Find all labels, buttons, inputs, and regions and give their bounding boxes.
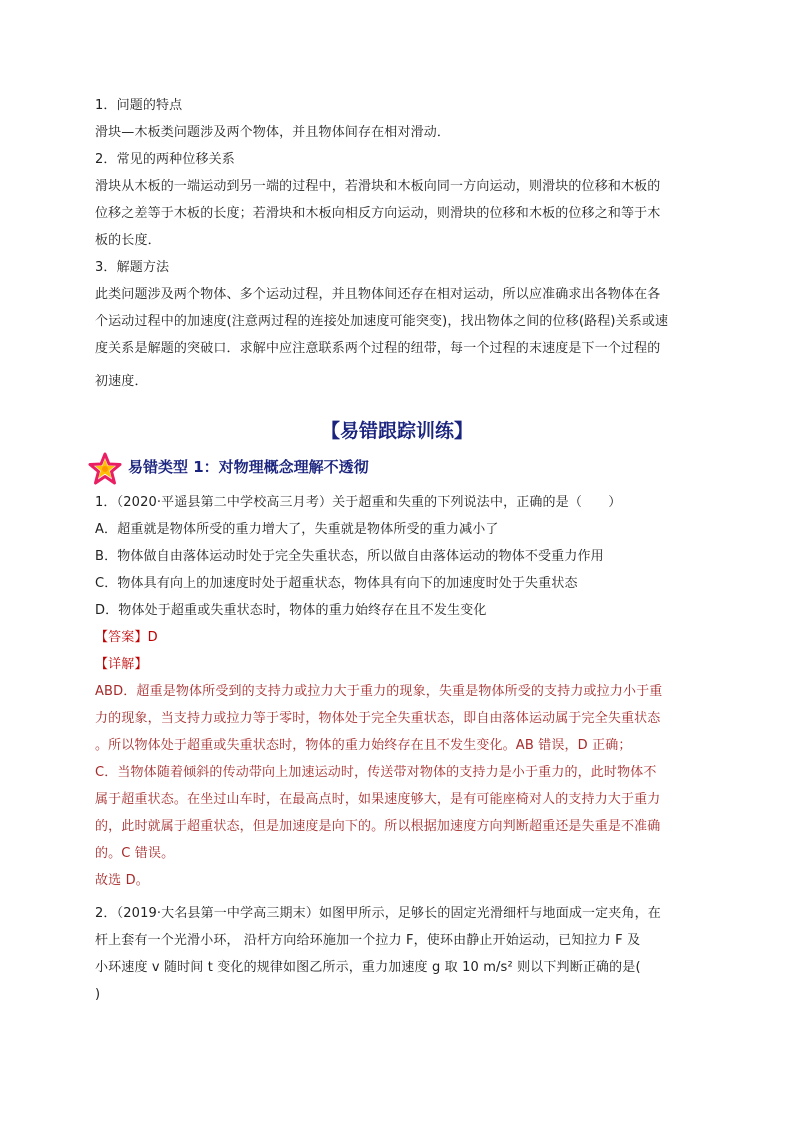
explanation-line: C．当物体随着倾斜的传动带向上加速运动时，传送带对物体的支持力是小于重力的，此时物体不 [95,765,657,780]
explanation-line: 。所以物体处于超重或失重状态时，物体的重力始终存在且不发生变化。AB 错误，D 正确； [95,738,632,753]
section-title: 【易错跟踪训练】 [320,420,473,442]
intro-section [95,92,705,395]
intro-line: 滑块—木板类问题涉及两个物体，并且物体间存在相对滑动． [95,125,451,140]
question-stem: 1．（2020·平遥县第二中学校高三月考）关于超重和失重的下列说法中，正确的是（ ） [95,495,622,510]
explanation-line: 的。C 错误。 [95,846,175,861]
explanation-line: ABD．超重是物体所受到的支持力或拉力大于重力的现象，失重是物体所受的支持力或拉力小于重 [95,684,663,699]
explanation-line: 的，此时就属于超重状态，但是加速度是向下的。所以根据加速度方向判断超重还是失重是不准确 [95,819,661,834]
intro-line: 3．解题方法 [95,260,170,275]
detail-label: 【详解】 [95,657,148,672]
intro-line: 板的长度． [95,233,161,248]
explanation-line: 属于超重状态。在坐过山车时，在最高点时，如果速度够大，是有可能座椅对人的支持力大于重力 [95,792,661,807]
intro-line: 初速度． [95,374,148,389]
question-line: ) [95,987,101,1002]
question-1 [95,489,705,894]
error-type-heading: 易错类型 1：对物理概念理解不透彻 [128,458,369,476]
intro-line: 此类问题涉及两个物体、多个运动过程，并且物体间还存在相对运动，所以应准确求出各物体在各 [95,287,661,302]
star-icon [88,452,122,486]
intro-line: 2．常见的两种位移关系 [95,152,235,167]
intro-line: 滑块从木板的一端运动到另一端的过程中，若滑块和木板向同一方向运动，则滑块的位移和木板的 [95,179,661,194]
question-2 [95,900,705,1008]
option-a: A．超重就是物体所受的重力增大了，失重就是物体所受的重力减小了 [95,522,499,537]
intro-line: 1．问题的特点 [95,98,183,113]
answer-label: 【答案】D [95,630,158,645]
intro-line: 度关系是解题的突破口．求解中应注意联系两个过程的纽带，每一个过程的末速度是下一个过程的 [95,341,661,356]
question-line: 2．（2019·大名县第一中学高三期末）如图甲所示，足够长的固定光滑细杆与地面成一定夹角，在 [95,906,661,921]
option-b: B．物体做自由落体运动时处于完全失重状态，所以做自由落体运动的物体不受重力作用 [95,549,604,564]
explanation-line: 故选 D。 [95,873,149,888]
option-d: D．物体处于超重或失重状态时，物体的重力始终存在且不发生变化 [95,603,487,618]
option-c: C．物体具有向上的加速度时处于超重状态，物体具有向下的加速度时处于失重状态 [95,576,578,591]
intro-line: 个运动过程中的加速度(注意两过程的连接处加速度可能突变)，找出物体之间的位移(路程)关系或速 [95,314,669,329]
question-line: 杆上套有一个光滑小环， 沿杆方向给环施加一个拉力 F，使环由静止开始运动，已知拉力 F 及 [95,933,641,948]
question-line: 小环速度 v 随时间 t 变化的规律如图乙所示，重力加速度 g 取 10 m/s² 则以下判断正确的是( [95,960,641,975]
intro-line: 位移之差等于木板的长度；若滑块和木板向相反方向运动，则滑块的位移和木板的位移之和等于木 [95,206,661,221]
explanation-line: 力的现象，当支持力或拉力等于零时，物体处于完全失重状态，即自由落体运动属于完全失重状态 [95,711,661,726]
